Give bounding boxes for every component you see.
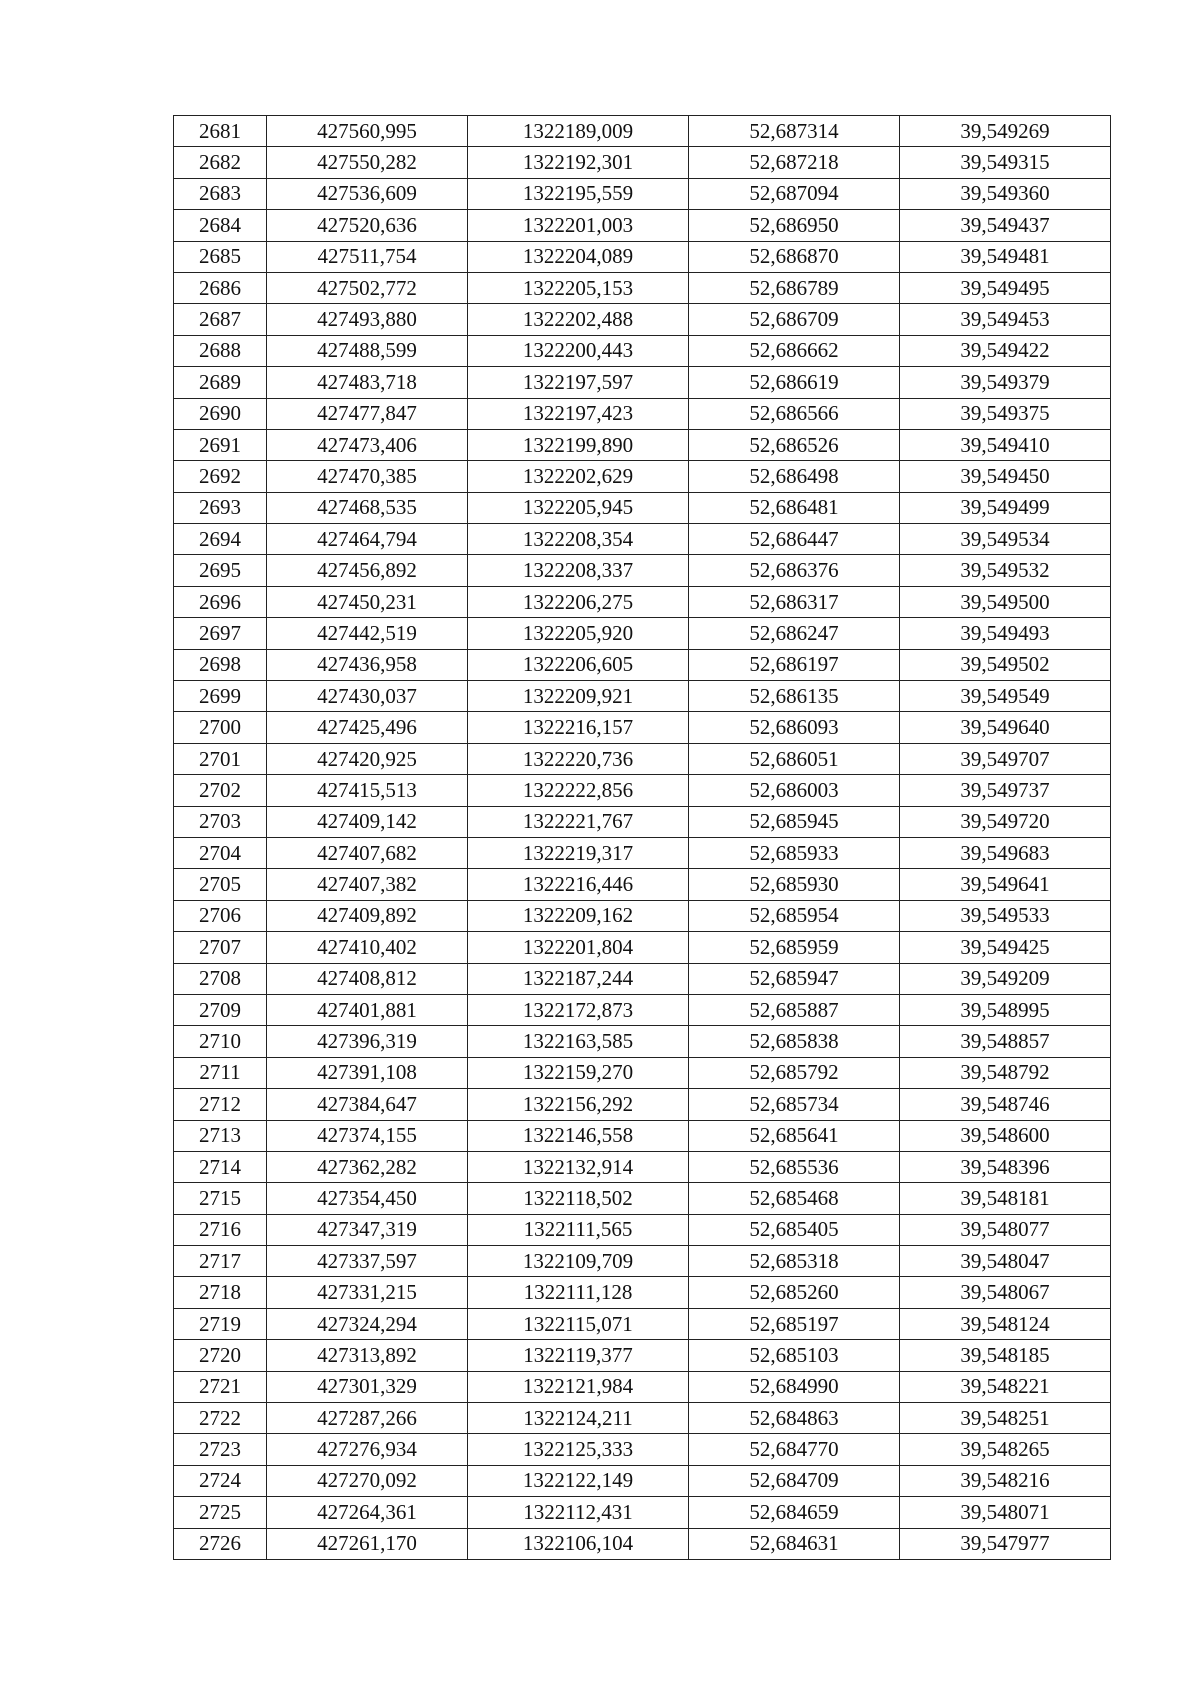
table-row xyxy=(174,649,1111,680)
table-row xyxy=(174,806,1111,837)
x-coordinate-cell: 427536,609 xyxy=(267,178,468,209)
table-row xyxy=(174,586,1111,617)
point-number-cell: 2707 xyxy=(174,932,267,963)
x-coordinate-cell: 427408,812 xyxy=(267,963,468,994)
x-coordinate-cell: 427477,847 xyxy=(267,398,468,429)
latitude-cell: 52,686498 xyxy=(689,461,900,492)
point-number-cell: 2688 xyxy=(174,335,267,366)
latitude-cell: 52,685887 xyxy=(689,994,900,1025)
table-row xyxy=(174,461,1111,492)
x-coordinate-cell: 427464,794 xyxy=(267,524,468,555)
table-row xyxy=(174,178,1111,209)
table-row xyxy=(174,618,1111,649)
latitude-cell: 52,686566 xyxy=(689,398,900,429)
table-row xyxy=(174,116,1111,147)
y-coordinate-cell: 1322206,275 xyxy=(468,586,689,617)
y-coordinate-cell: 1322209,921 xyxy=(468,681,689,712)
y-coordinate-cell: 1322111,565 xyxy=(468,1214,689,1245)
table-row xyxy=(174,1277,1111,1308)
longitude-cell: 39,549269 xyxy=(900,116,1111,147)
x-coordinate-cell: 427488,599 xyxy=(267,335,468,366)
longitude-cell: 39,547977 xyxy=(900,1528,1111,1559)
latitude-cell: 52,686003 xyxy=(689,775,900,806)
y-coordinate-cell: 1322112,431 xyxy=(468,1497,689,1528)
x-coordinate-cell: 427374,155 xyxy=(267,1120,468,1151)
x-coordinate-cell: 427450,231 xyxy=(267,586,468,617)
y-coordinate-cell: 1322202,629 xyxy=(468,461,689,492)
x-coordinate-cell: 427396,319 xyxy=(267,1026,468,1057)
latitude-cell: 52,686481 xyxy=(689,492,900,523)
x-coordinate-cell: 427502,772 xyxy=(267,272,468,303)
x-coordinate-cell: 427483,718 xyxy=(267,367,468,398)
table-row xyxy=(174,555,1111,586)
x-coordinate-cell: 427401,881 xyxy=(267,994,468,1025)
point-number-cell: 2708 xyxy=(174,963,267,994)
latitude-cell: 52,686317 xyxy=(689,586,900,617)
longitude-cell: 39,548185 xyxy=(900,1340,1111,1371)
x-coordinate-cell: 427384,647 xyxy=(267,1089,468,1120)
latitude-cell: 52,686662 xyxy=(689,335,900,366)
latitude-cell: 52,686709 xyxy=(689,304,900,335)
x-coordinate-cell: 427276,934 xyxy=(267,1434,468,1465)
longitude-cell: 39,548216 xyxy=(900,1465,1111,1496)
y-coordinate-cell: 1322156,292 xyxy=(468,1089,689,1120)
y-coordinate-cell: 1322124,211 xyxy=(468,1403,689,1434)
latitude-cell: 52,687094 xyxy=(689,178,900,209)
x-coordinate-cell: 427442,519 xyxy=(267,618,468,649)
latitude-cell: 52,686093 xyxy=(689,712,900,743)
longitude-cell: 39,549495 xyxy=(900,272,1111,303)
y-coordinate-cell: 1322220,736 xyxy=(468,743,689,774)
table-row xyxy=(174,1465,1111,1496)
y-coordinate-cell: 1322201,003 xyxy=(468,210,689,241)
x-coordinate-cell: 427409,892 xyxy=(267,900,468,931)
latitude-cell: 52,685947 xyxy=(689,963,900,994)
longitude-cell: 39,549720 xyxy=(900,806,1111,837)
x-coordinate-cell: 427391,108 xyxy=(267,1057,468,1088)
latitude-cell: 52,685945 xyxy=(689,806,900,837)
latitude-cell: 52,685959 xyxy=(689,932,900,963)
table-row xyxy=(174,1528,1111,1559)
x-coordinate-cell: 427301,329 xyxy=(267,1371,468,1402)
latitude-cell: 52,685197 xyxy=(689,1308,900,1339)
y-coordinate-cell: 1322119,377 xyxy=(468,1340,689,1371)
table-row xyxy=(174,775,1111,806)
coordinates-table xyxy=(173,115,1111,1560)
x-coordinate-cell: 427511,754 xyxy=(267,241,468,272)
longitude-cell: 39,548047 xyxy=(900,1246,1111,1277)
longitude-cell: 39,549379 xyxy=(900,367,1111,398)
point-number-cell: 2723 xyxy=(174,1434,267,1465)
x-coordinate-cell: 427331,215 xyxy=(267,1277,468,1308)
point-number-cell: 2697 xyxy=(174,618,267,649)
y-coordinate-cell: 1322197,423 xyxy=(468,398,689,429)
latitude-cell: 52,685405 xyxy=(689,1214,900,1245)
table-row xyxy=(174,994,1111,1025)
table-row xyxy=(174,1371,1111,1402)
table-row xyxy=(174,837,1111,868)
x-coordinate-cell: 427468,535 xyxy=(267,492,468,523)
latitude-cell: 52,685933 xyxy=(689,837,900,868)
longitude-cell: 39,548221 xyxy=(900,1371,1111,1402)
longitude-cell: 39,548181 xyxy=(900,1183,1111,1214)
longitude-cell: 39,549425 xyxy=(900,932,1111,963)
y-coordinate-cell: 1322189,009 xyxy=(468,116,689,147)
longitude-cell: 39,549640 xyxy=(900,712,1111,743)
point-number-cell: 2703 xyxy=(174,806,267,837)
point-number-cell: 2702 xyxy=(174,775,267,806)
point-number-cell: 2687 xyxy=(174,304,267,335)
point-number-cell: 2682 xyxy=(174,147,267,178)
longitude-cell: 39,548067 xyxy=(900,1277,1111,1308)
y-coordinate-cell: 1322205,920 xyxy=(468,618,689,649)
y-coordinate-cell: 1322187,244 xyxy=(468,963,689,994)
y-coordinate-cell: 1322192,301 xyxy=(468,147,689,178)
table-row xyxy=(174,1340,1111,1371)
y-coordinate-cell: 1322111,128 xyxy=(468,1277,689,1308)
point-number-cell: 2725 xyxy=(174,1497,267,1528)
latitude-cell: 52,685536 xyxy=(689,1151,900,1182)
point-number-cell: 2718 xyxy=(174,1277,267,1308)
table-row xyxy=(174,492,1111,523)
table-row xyxy=(174,743,1111,774)
latitude-cell: 52,684990 xyxy=(689,1371,900,1402)
x-coordinate-cell: 427270,092 xyxy=(267,1465,468,1496)
table-row xyxy=(174,367,1111,398)
x-coordinate-cell: 427407,382 xyxy=(267,869,468,900)
y-coordinate-cell: 1322159,270 xyxy=(468,1057,689,1088)
y-coordinate-cell: 1322121,984 xyxy=(468,1371,689,1402)
y-coordinate-cell: 1322216,446 xyxy=(468,869,689,900)
latitude-cell: 52,686051 xyxy=(689,743,900,774)
x-coordinate-cell: 427456,892 xyxy=(267,555,468,586)
x-coordinate-cell: 427410,402 xyxy=(267,932,468,963)
table-row xyxy=(174,147,1111,178)
longitude-cell: 39,549549 xyxy=(900,681,1111,712)
point-number-cell: 2689 xyxy=(174,367,267,398)
x-coordinate-cell: 427313,892 xyxy=(267,1340,468,1371)
y-coordinate-cell: 1322115,071 xyxy=(468,1308,689,1339)
y-coordinate-cell: 1322201,804 xyxy=(468,932,689,963)
table-row xyxy=(174,524,1111,555)
x-coordinate-cell: 427264,361 xyxy=(267,1497,468,1528)
latitude-cell: 52,685468 xyxy=(689,1183,900,1214)
y-coordinate-cell: 1322132,914 xyxy=(468,1151,689,1182)
y-coordinate-cell: 1322219,317 xyxy=(468,837,689,868)
latitude-cell: 52,685260 xyxy=(689,1277,900,1308)
y-coordinate-cell: 1322208,354 xyxy=(468,524,689,555)
longitude-cell: 39,549499 xyxy=(900,492,1111,523)
longitude-cell: 39,548071 xyxy=(900,1497,1111,1528)
point-number-cell: 2712 xyxy=(174,1089,267,1120)
longitude-cell: 39,548251 xyxy=(900,1403,1111,1434)
longitude-cell: 39,548857 xyxy=(900,1026,1111,1057)
point-number-cell: 2694 xyxy=(174,524,267,555)
latitude-cell: 52,684863 xyxy=(689,1403,900,1434)
table-row xyxy=(174,1120,1111,1151)
coordinates-table-body xyxy=(174,116,1111,1560)
latitude-cell: 52,685641 xyxy=(689,1120,900,1151)
point-number-cell: 2699 xyxy=(174,681,267,712)
point-number-cell: 2710 xyxy=(174,1026,267,1057)
table-row xyxy=(174,1057,1111,1088)
point-number-cell: 2700 xyxy=(174,712,267,743)
y-coordinate-cell: 1322216,157 xyxy=(468,712,689,743)
x-coordinate-cell: 427430,037 xyxy=(267,681,468,712)
x-coordinate-cell: 427560,995 xyxy=(267,116,468,147)
x-coordinate-cell: 427470,385 xyxy=(267,461,468,492)
point-number-cell: 2693 xyxy=(174,492,267,523)
x-coordinate-cell: 427261,170 xyxy=(267,1528,468,1559)
table-row xyxy=(174,335,1111,366)
point-number-cell: 2726 xyxy=(174,1528,267,1559)
y-coordinate-cell: 1322197,597 xyxy=(468,367,689,398)
x-coordinate-cell: 427473,406 xyxy=(267,429,468,460)
longitude-cell: 39,549532 xyxy=(900,555,1111,586)
point-number-cell: 2706 xyxy=(174,900,267,931)
point-number-cell: 2681 xyxy=(174,116,267,147)
longitude-cell: 39,549500 xyxy=(900,586,1111,617)
x-coordinate-cell: 427287,266 xyxy=(267,1403,468,1434)
point-number-cell: 2695 xyxy=(174,555,267,586)
x-coordinate-cell: 427407,682 xyxy=(267,837,468,868)
table-row xyxy=(174,1308,1111,1339)
longitude-cell: 39,549534 xyxy=(900,524,1111,555)
latitude-cell: 52,686619 xyxy=(689,367,900,398)
table-row xyxy=(174,1089,1111,1120)
point-number-cell: 2686 xyxy=(174,272,267,303)
latitude-cell: 52,685930 xyxy=(689,869,900,900)
table-row xyxy=(174,963,1111,994)
table-row xyxy=(174,1183,1111,1214)
table-row xyxy=(174,1403,1111,1434)
y-coordinate-cell: 1322222,856 xyxy=(468,775,689,806)
point-number-cell: 2724 xyxy=(174,1465,267,1496)
x-coordinate-cell: 427493,880 xyxy=(267,304,468,335)
latitude-cell: 52,684631 xyxy=(689,1528,900,1559)
y-coordinate-cell: 1322122,149 xyxy=(468,1465,689,1496)
latitude-cell: 52,687314 xyxy=(689,116,900,147)
longitude-cell: 39,549315 xyxy=(900,147,1111,178)
latitude-cell: 52,684709 xyxy=(689,1465,900,1496)
x-coordinate-cell: 427420,925 xyxy=(267,743,468,774)
longitude-cell: 39,549533 xyxy=(900,900,1111,931)
point-number-cell: 2717 xyxy=(174,1246,267,1277)
latitude-cell: 52,685103 xyxy=(689,1340,900,1371)
x-coordinate-cell: 427409,142 xyxy=(267,806,468,837)
table-row xyxy=(174,1026,1111,1057)
point-number-cell: 2716 xyxy=(174,1214,267,1245)
y-coordinate-cell: 1322205,153 xyxy=(468,272,689,303)
table-row xyxy=(174,241,1111,272)
point-number-cell: 2722 xyxy=(174,1403,267,1434)
y-coordinate-cell: 1322206,605 xyxy=(468,649,689,680)
latitude-cell: 52,685954 xyxy=(689,900,900,931)
x-coordinate-cell: 427415,513 xyxy=(267,775,468,806)
longitude-cell: 39,549707 xyxy=(900,743,1111,774)
latitude-cell: 52,685734 xyxy=(689,1089,900,1120)
x-coordinate-cell: 427337,597 xyxy=(267,1246,468,1277)
point-number-cell: 2696 xyxy=(174,586,267,617)
latitude-cell: 52,686789 xyxy=(689,272,900,303)
y-coordinate-cell: 1322200,443 xyxy=(468,335,689,366)
y-coordinate-cell: 1322109,709 xyxy=(468,1246,689,1277)
table-row xyxy=(174,1151,1111,1182)
y-coordinate-cell: 1322208,337 xyxy=(468,555,689,586)
y-coordinate-cell: 1322199,890 xyxy=(468,429,689,460)
latitude-cell: 52,686376 xyxy=(689,555,900,586)
latitude-cell: 52,685792 xyxy=(689,1057,900,1088)
y-coordinate-cell: 1322146,558 xyxy=(468,1120,689,1151)
longitude-cell: 39,548792 xyxy=(900,1057,1111,1088)
latitude-cell: 52,686447 xyxy=(689,524,900,555)
table-row xyxy=(174,304,1111,335)
y-coordinate-cell: 1322106,104 xyxy=(468,1528,689,1559)
point-number-cell: 2690 xyxy=(174,398,267,429)
point-number-cell: 2704 xyxy=(174,837,267,868)
point-number-cell: 2684 xyxy=(174,210,267,241)
longitude-cell: 39,549453 xyxy=(900,304,1111,335)
point-number-cell: 2698 xyxy=(174,649,267,680)
longitude-cell: 39,548746 xyxy=(900,1089,1111,1120)
latitude-cell: 52,686526 xyxy=(689,429,900,460)
y-coordinate-cell: 1322221,767 xyxy=(468,806,689,837)
longitude-cell: 39,549737 xyxy=(900,775,1111,806)
y-coordinate-cell: 1322202,488 xyxy=(468,304,689,335)
y-coordinate-cell: 1322209,162 xyxy=(468,900,689,931)
point-number-cell: 2692 xyxy=(174,461,267,492)
x-coordinate-cell: 427425,496 xyxy=(267,712,468,743)
point-number-cell: 2714 xyxy=(174,1151,267,1182)
longitude-cell: 39,549502 xyxy=(900,649,1111,680)
table-row xyxy=(174,210,1111,241)
table-row xyxy=(174,272,1111,303)
y-coordinate-cell: 1322172,873 xyxy=(468,994,689,1025)
table-row xyxy=(174,1497,1111,1528)
y-coordinate-cell: 1322204,089 xyxy=(468,241,689,272)
point-number-cell: 2701 xyxy=(174,743,267,774)
longitude-cell: 39,549493 xyxy=(900,618,1111,649)
longitude-cell: 39,549481 xyxy=(900,241,1111,272)
table-row xyxy=(174,398,1111,429)
point-number-cell: 2683 xyxy=(174,178,267,209)
y-coordinate-cell: 1322163,585 xyxy=(468,1026,689,1057)
point-number-cell: 2713 xyxy=(174,1120,267,1151)
latitude-cell: 52,686247 xyxy=(689,618,900,649)
point-number-cell: 2709 xyxy=(174,994,267,1025)
y-coordinate-cell: 1322118,502 xyxy=(468,1183,689,1214)
longitude-cell: 39,548077 xyxy=(900,1214,1111,1245)
y-coordinate-cell: 1322205,945 xyxy=(468,492,689,523)
table-row xyxy=(174,429,1111,460)
longitude-cell: 39,549410 xyxy=(900,429,1111,460)
point-number-cell: 2721 xyxy=(174,1371,267,1402)
longitude-cell: 39,549422 xyxy=(900,335,1111,366)
latitude-cell: 52,686197 xyxy=(689,649,900,680)
point-number-cell: 2705 xyxy=(174,869,267,900)
longitude-cell: 39,548124 xyxy=(900,1308,1111,1339)
latitude-cell: 52,686870 xyxy=(689,241,900,272)
longitude-cell: 39,549641 xyxy=(900,869,1111,900)
y-coordinate-cell: 1322125,333 xyxy=(468,1434,689,1465)
latitude-cell: 52,685318 xyxy=(689,1246,900,1277)
latitude-cell: 52,684770 xyxy=(689,1434,900,1465)
table-row xyxy=(174,1214,1111,1245)
latitude-cell: 52,687218 xyxy=(689,147,900,178)
x-coordinate-cell: 427550,282 xyxy=(267,147,468,178)
longitude-cell: 39,549209 xyxy=(900,963,1111,994)
x-coordinate-cell: 427347,319 xyxy=(267,1214,468,1245)
table-row xyxy=(174,869,1111,900)
y-coordinate-cell: 1322195,559 xyxy=(468,178,689,209)
longitude-cell: 39,548265 xyxy=(900,1434,1111,1465)
x-coordinate-cell: 427324,294 xyxy=(267,1308,468,1339)
table-row xyxy=(174,900,1111,931)
longitude-cell: 39,549437 xyxy=(900,210,1111,241)
x-coordinate-cell: 427520,636 xyxy=(267,210,468,241)
table-row xyxy=(174,1246,1111,1277)
table-row xyxy=(174,681,1111,712)
latitude-cell: 52,686135 xyxy=(689,681,900,712)
latitude-cell: 52,685838 xyxy=(689,1026,900,1057)
x-coordinate-cell: 427354,450 xyxy=(267,1183,468,1214)
longitude-cell: 39,548995 xyxy=(900,994,1111,1025)
point-number-cell: 2691 xyxy=(174,429,267,460)
longitude-cell: 39,549683 xyxy=(900,837,1111,868)
x-coordinate-cell: 427362,282 xyxy=(267,1151,468,1182)
point-number-cell: 2719 xyxy=(174,1308,267,1339)
longitude-cell: 39,549375 xyxy=(900,398,1111,429)
latitude-cell: 52,686950 xyxy=(689,210,900,241)
point-number-cell: 2720 xyxy=(174,1340,267,1371)
latitude-cell: 52,684659 xyxy=(689,1497,900,1528)
table-row xyxy=(174,712,1111,743)
point-number-cell: 2685 xyxy=(174,241,267,272)
longitude-cell: 39,549450 xyxy=(900,461,1111,492)
table-row xyxy=(174,1434,1111,1465)
longitude-cell: 39,548600 xyxy=(900,1120,1111,1151)
longitude-cell: 39,548396 xyxy=(900,1151,1111,1182)
table-row xyxy=(174,932,1111,963)
longitude-cell: 39,549360 xyxy=(900,178,1111,209)
x-coordinate-cell: 427436,958 xyxy=(267,649,468,680)
point-number-cell: 2711 xyxy=(174,1057,267,1088)
point-number-cell: 2715 xyxy=(174,1183,267,1214)
